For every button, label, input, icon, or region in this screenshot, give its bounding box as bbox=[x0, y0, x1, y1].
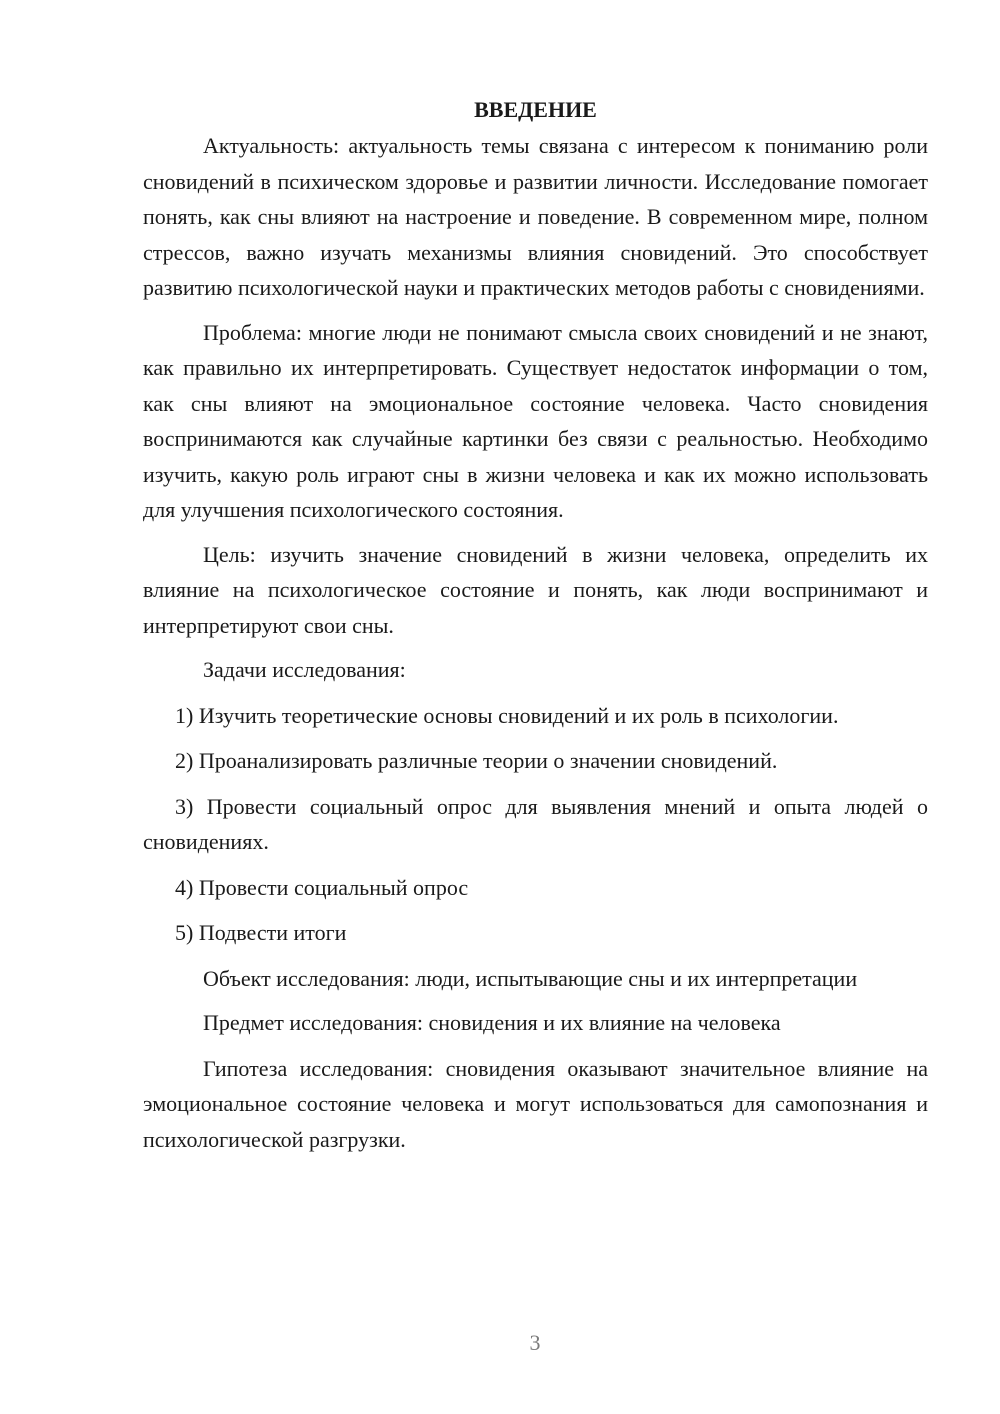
task-item-3: 3) Провести социальный опрос для выявления мнений и опыта людей о сновидениях. bbox=[143, 793, 928, 854]
task-item-4: 4) Провести социальный опрос bbox=[175, 874, 469, 900]
task-item-5: 5) Подвести итоги bbox=[175, 920, 347, 945]
task-item-2: 2) Проанализировать различные теории о значении сновидений. bbox=[175, 748, 778, 773]
page-number: 3 bbox=[529, 1330, 541, 1355]
object-paragraph: Объект исследования: люди, испытывающие сны и их интерпретации bbox=[203, 965, 858, 991]
subject-paragraph: Предмет исследования: сновидения и их влияние на человека bbox=[203, 1010, 781, 1035]
hypothesis-paragraph: Гипотеза исследования: сновидения оказывают значительное влияние на эмоциональное состояние человека и могут использоваться для самопознания и психологической разгрузки. bbox=[143, 1055, 928, 1152]
problem-paragraph: Проблема: многие люди не понимают смысла своих сновидений и не знают, как правильно их интерпретировать. Существует недостаток информации о том, как сны влияют на эмоциональное состояние человека. Часто сновидения воспринимаются как случайные картинки без связи с реальностью. Необходимо изучить, какую роль играют сны в жизни человека и как их можно использовать для улучшения психологического состояния. bbox=[143, 319, 928, 522]
page-content bbox=[143, 92, 928, 1166]
relevance-paragraph: Актуальность: актуальность темы связана с интересом к пониманию роли сновидений в психическом здоровье и развитии личности. Исследование помогает понять, как сны влияют на настроение и поведение. В современном мире, полном стрессов, важно изучать механизмы влияния сновидений. Это способствует развитию психологической науки и практических методов работы с сновидениями. bbox=[143, 133, 928, 300]
task-item-1: 1) Изучить теоретические основы сновидений и их роль в психологии. bbox=[175, 702, 839, 728]
page-title: ВВЕДЕНИЕ bbox=[474, 97, 597, 122]
tasks-heading: Задачи исследования: bbox=[203, 657, 406, 682]
goal-paragraph: Цель: изучить значение сновидений в жизни человека, определить их влияние на психологическое состояние и понять, как люди воспринимают и интерпретируют свои сны. bbox=[143, 541, 928, 638]
